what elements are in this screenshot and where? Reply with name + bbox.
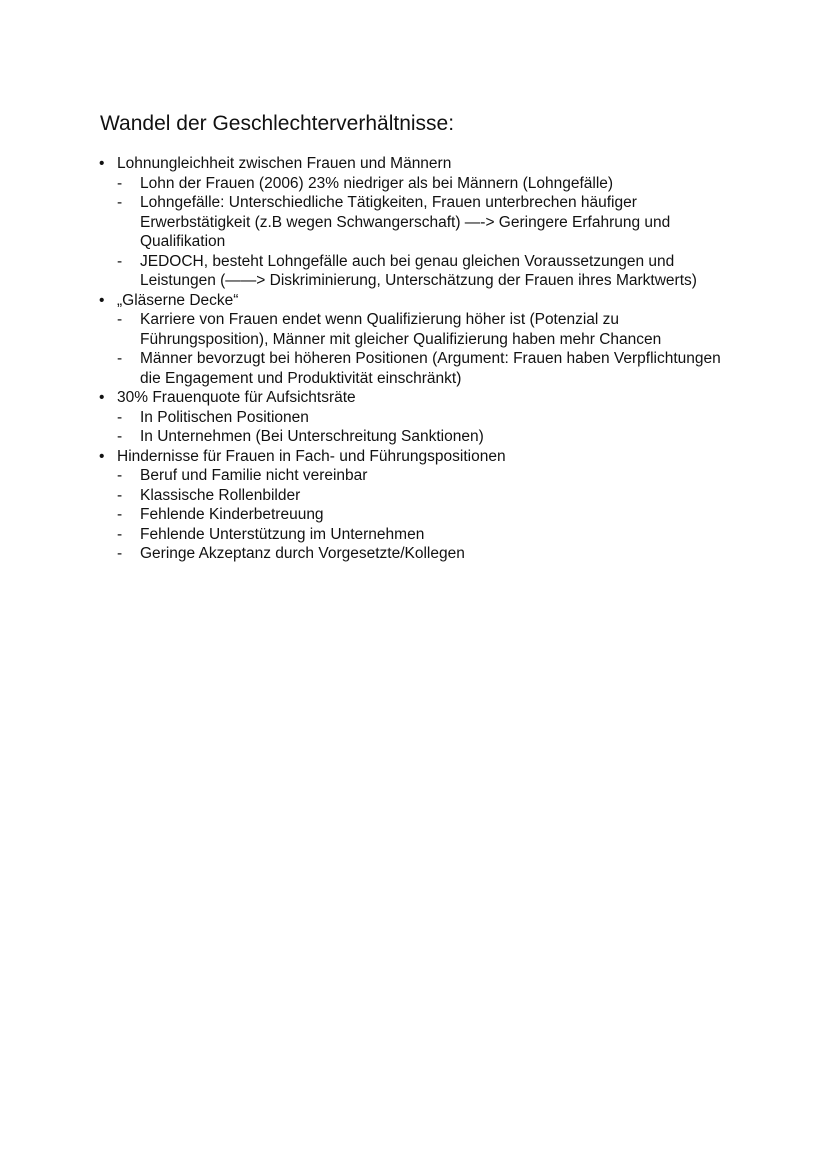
section-heading: 30% Frauenquote für Aufsichtsräte [117, 389, 356, 406]
sub-list-item [117, 193, 738, 252]
sub-item-text: Fehlende Kinderbetreuung [140, 506, 324, 523]
sub-list-item [117, 349, 738, 388]
sub-list-item [117, 505, 738, 525]
sub-item-text: Fehlende Unterstützung im Unternehmen [140, 525, 425, 543]
bullet-marker: • [99, 291, 105, 309]
sub-list-item [117, 310, 738, 349]
dash-marker: - [117, 350, 123, 367]
sub-list-item [117, 174, 738, 194]
sub-item-text: Klassische Rollenbilder [140, 486, 301, 504]
document-body [98, 154, 738, 564]
dash-marker: - [117, 311, 123, 328]
bullet-marker: • [99, 155, 105, 172]
sub-list-item [117, 427, 738, 447]
sub-list [117, 174, 738, 291]
sub-item-text: In Politischen Positionen [140, 408, 309, 426]
list-item [98, 447, 738, 564]
dash-marker: - [117, 408, 123, 426]
sub-list-item [117, 544, 738, 564]
sub-item-text: Geringe Akzeptanz durch Vorgesetzte/Kollegen [140, 545, 465, 562]
bullet-marker: • [99, 389, 105, 406]
sub-item-text: Männer bevorzugt bei höheren Positionen (Argument: Frauen haben Verpflichtungen die Engagement und Produktivität einschränkt) [140, 350, 721, 387]
sub-list-item [117, 525, 738, 545]
dash-marker: - [117, 194, 123, 211]
list-item [98, 388, 738, 447]
dash-marker: - [117, 545, 123, 562]
dash-marker: - [117, 428, 123, 445]
sub-list [117, 466, 738, 564]
list-item [98, 154, 738, 291]
dash-marker: - [117, 467, 123, 484]
sub-list-item [117, 408, 738, 428]
sub-item-text: Lohn der Frauen (2006) 23% niedriger als bei Männern (Lohngefälle) [140, 174, 614, 192]
document-title: Wandel der Geschlechterverhältnisse: [100, 112, 455, 135]
dash-marker: - [117, 525, 123, 543]
sub-item-text: In Unternehmen (Bei Unterschreitung Sanktionen) [140, 428, 484, 445]
sub-list [117, 408, 738, 447]
dash-marker: - [117, 174, 123, 192]
dash-marker: - [117, 252, 123, 270]
section-heading: Lohnungleichheit zwischen Frauen und Männern [117, 155, 452, 172]
sub-list-item [117, 252, 738, 291]
dash-marker: - [117, 506, 123, 523]
list-item [98, 291, 738, 389]
sub-item-text: Karriere von Frauen endet wenn Qualifizierung höher ist (Potenzial zu Führungsposition), Männer mit gleicher Qualifizierung haben mehr Chancen [140, 311, 662, 348]
sub-item-text: JEDOCH, besteht Lohngefälle auch bei genau gleichen Voraussetzungen und Leistungen (——> Diskriminierung, Unterschätzung der Frauen ihres Marktwerts) [140, 252, 697, 289]
section-heading: Hindernisse für Frauen in Fach- und Führungspositionen [117, 447, 506, 465]
sub-list-item [117, 466, 738, 486]
bullet-marker: • [99, 447, 105, 465]
dash-marker: - [117, 486, 123, 504]
sub-list [117, 310, 738, 388]
section-heading: „Gläserne Decke“ [117, 291, 239, 309]
sub-item-text: Beruf und Familie nicht vereinbar [140, 467, 368, 484]
sub-list-item [117, 486, 738, 506]
bullet-list [98, 154, 738, 564]
sub-item-text: Lohngefälle: Unterschiedliche Tätigkeiten, Frauen unterbrechen häufiger Erwerbstätigkeit (z.B wegen Schwangerschaft) —-> Geringere Erfahrung und Qualifikation [140, 194, 671, 250]
